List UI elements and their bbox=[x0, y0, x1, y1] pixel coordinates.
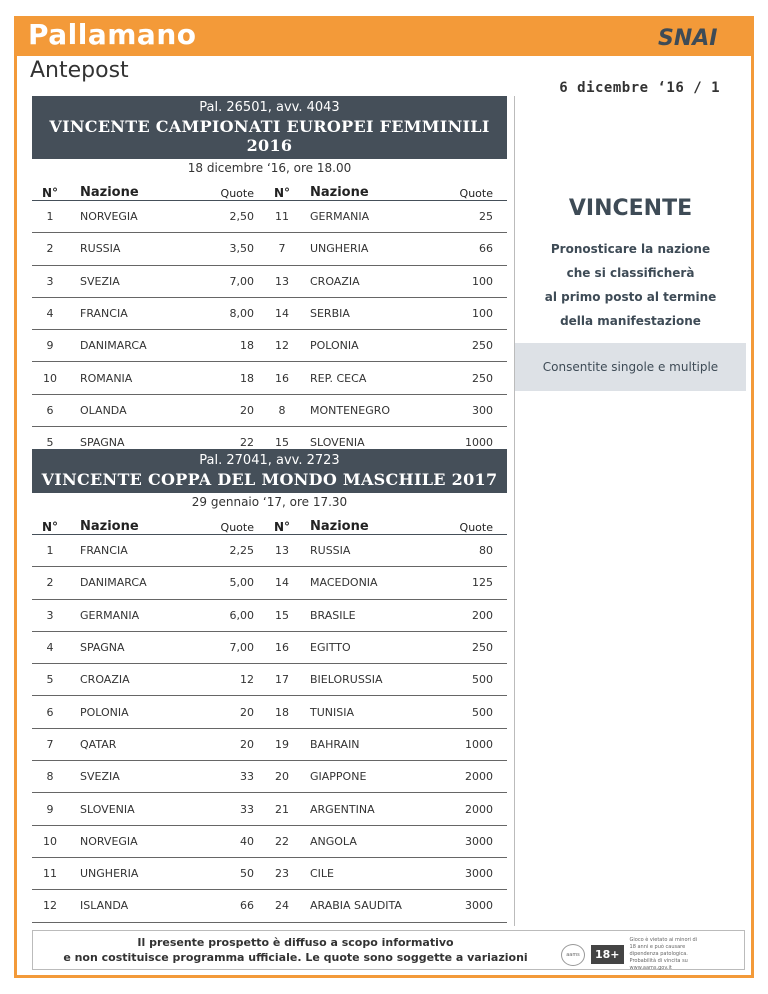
table-row bbox=[32, 761, 507, 793]
col-num: N° bbox=[273, 520, 291, 534]
team-odds[interactable]: 300 bbox=[472, 403, 493, 417]
col-num: N° bbox=[273, 186, 291, 200]
team-number: 11 bbox=[43, 867, 57, 881]
sidebar-line: che si classificherà bbox=[566, 266, 695, 280]
team-number: 22 bbox=[275, 834, 289, 848]
team-odds[interactable]: 2000 bbox=[465, 802, 493, 816]
table-row bbox=[32, 664, 507, 696]
team-name: QATAR bbox=[80, 737, 117, 751]
team-number: 9 bbox=[46, 802, 54, 816]
team-number: 4 bbox=[46, 641, 54, 655]
team-name: SPAGNA bbox=[80, 436, 125, 450]
section-header bbox=[32, 96, 507, 178]
team-name: SLOVENIA bbox=[80, 802, 135, 816]
col-odds: Quote bbox=[459, 187, 493, 200]
team-name: GERMANIA bbox=[80, 608, 140, 622]
footer bbox=[32, 930, 745, 970]
team-name: DANIMARCA bbox=[80, 339, 147, 353]
team-name: SVEZIA bbox=[80, 770, 120, 784]
team-odds[interactable]: 50 bbox=[240, 867, 254, 881]
sidebar-line: della manifestazione bbox=[560, 314, 701, 328]
team-odds[interactable]: 33 bbox=[240, 802, 254, 816]
table-row bbox=[32, 535, 507, 567]
table-row bbox=[32, 330, 507, 362]
col-name: Nazione bbox=[310, 185, 369, 200]
team-number: 16 bbox=[275, 371, 289, 385]
sidebar-line: al primo posto al termine bbox=[544, 290, 717, 304]
disclaimer-line: Il presente prospetto è diffuso a scopo informativo bbox=[137, 936, 454, 949]
team-name: ISLANDA bbox=[80, 899, 129, 913]
section-date: 18 dicembre ‘16, ore 18.00 bbox=[32, 159, 507, 178]
team-odds[interactable]: 22 bbox=[240, 436, 254, 450]
col-name: Nazione bbox=[80, 185, 139, 200]
team-number: 9 bbox=[46, 339, 54, 353]
table-row bbox=[32, 395, 507, 427]
section-europei-femminili bbox=[32, 96, 507, 459]
table-row bbox=[32, 858, 507, 890]
team-odds[interactable]: 18 bbox=[240, 339, 254, 353]
team-odds[interactable]: 100 bbox=[472, 307, 493, 321]
table-row bbox=[32, 201, 507, 233]
col-num: N° bbox=[41, 186, 59, 200]
table-row bbox=[32, 696, 507, 728]
team-number: 8 bbox=[46, 770, 54, 784]
team-name: ANGOLA bbox=[310, 834, 357, 848]
team-name: POLONIA bbox=[80, 705, 129, 719]
team-name: SLOVENIA bbox=[310, 436, 365, 450]
team-number: 18 bbox=[275, 705, 289, 719]
team-number: 3 bbox=[46, 608, 54, 622]
team-number: 1 bbox=[46, 544, 54, 558]
team-name: UNGHERIA bbox=[80, 867, 139, 881]
page-subtitle: Antepost bbox=[30, 58, 129, 83]
team-number: 15 bbox=[275, 608, 289, 622]
team-odds[interactable]: 20 bbox=[240, 403, 254, 417]
table-row bbox=[32, 600, 507, 632]
team-number: 1 bbox=[46, 210, 54, 224]
footer-badges bbox=[561, 937, 700, 972]
team-odds[interactable]: 33 bbox=[240, 770, 254, 784]
team-odds[interactable]: 66 bbox=[479, 242, 493, 256]
table-row bbox=[32, 567, 507, 599]
snai-logo bbox=[636, 26, 717, 51]
team-name: POLONIA bbox=[310, 339, 359, 353]
team-odds[interactable]: 2,50 bbox=[229, 210, 254, 224]
team-number: 12 bbox=[275, 339, 289, 353]
team-number: 6 bbox=[46, 705, 54, 719]
team-name: REP. CECA bbox=[310, 371, 367, 385]
team-odds[interactable]: 250 bbox=[472, 641, 493, 655]
team-number: 24 bbox=[275, 899, 289, 913]
team-odds[interactable]: 25 bbox=[479, 210, 493, 224]
team-name: GERMANIA bbox=[310, 210, 370, 224]
table-body bbox=[32, 535, 507, 923]
team-odds[interactable]: 6,00 bbox=[229, 608, 254, 622]
team-number: 7 bbox=[46, 737, 54, 751]
table-header bbox=[32, 178, 507, 201]
team-name: TUNISIA bbox=[310, 705, 354, 719]
section-header bbox=[32, 449, 507, 512]
team-number: 21 bbox=[275, 802, 289, 816]
team-number: 16 bbox=[275, 641, 289, 655]
team-odds[interactable]: 20 bbox=[240, 705, 254, 719]
team-odds[interactable]: 18 bbox=[240, 371, 254, 385]
team-number: 8 bbox=[278, 403, 286, 417]
section-ref: Pal. 26501, avv. 4043 bbox=[199, 100, 340, 115]
team-number: 23 bbox=[275, 867, 289, 881]
team-odds[interactable]: 80 bbox=[479, 544, 493, 558]
table-row bbox=[32, 362, 507, 394]
team-name: GIAPPONE bbox=[310, 770, 367, 784]
team-odds[interactable]: 500 bbox=[472, 673, 493, 687]
team-name: BRASILE bbox=[310, 608, 356, 622]
team-number: 11 bbox=[275, 210, 289, 224]
team-number: 2 bbox=[46, 576, 54, 590]
team-number: 5 bbox=[46, 673, 54, 687]
col-name: Nazione bbox=[310, 519, 369, 534]
gambling-warning: Gioco è vietato ai minori di 18 anni e può causare dipendenza patologica. Probabilità di vincita su www.aams.gov.it bbox=[629, 937, 698, 971]
team-name: OLANDA bbox=[80, 403, 127, 417]
team-name: MACEDONIA bbox=[310, 576, 378, 590]
team-number: 17 bbox=[275, 673, 289, 687]
team-odds[interactable]: 125 bbox=[472, 576, 493, 590]
col-name: Nazione bbox=[80, 519, 139, 534]
aams-logo-icon: aams bbox=[561, 944, 585, 966]
team-name: UNGHERIA bbox=[310, 242, 369, 256]
sidebar-heading: VINCENTE bbox=[568, 196, 693, 221]
section-ref: Pal. 27041, avv. 2723 bbox=[199, 453, 340, 468]
team-odds[interactable]: 20 bbox=[240, 737, 254, 751]
team-odds[interactable]: 5,00 bbox=[229, 576, 254, 590]
table-row bbox=[32, 729, 507, 761]
team-name: BAHRAIN bbox=[310, 737, 360, 751]
team-odds[interactable]: 7,00 bbox=[229, 274, 254, 288]
page-title: Pallamano bbox=[28, 18, 197, 51]
team-name: SERBIA bbox=[310, 307, 350, 321]
team-odds[interactable]: 250 bbox=[472, 339, 493, 353]
table-row bbox=[32, 266, 507, 298]
info-sidebar bbox=[514, 96, 746, 926]
team-number: 10 bbox=[43, 834, 57, 848]
team-name: NORVEGIA bbox=[80, 834, 138, 848]
section-title: VINCENTE COPPA DEL MONDO MASCHILE 2017 bbox=[41, 470, 498, 489]
table-row bbox=[32, 298, 507, 330]
team-name: RUSSIA bbox=[80, 242, 121, 256]
team-number: 13 bbox=[275, 544, 289, 558]
team-name: EGITTO bbox=[310, 641, 351, 655]
date-page-label: 6 dicembre ‘16 / 1 bbox=[559, 80, 720, 96]
team-name: CILE bbox=[310, 867, 335, 881]
col-odds: Quote bbox=[459, 521, 493, 534]
team-name: ARGENTINA bbox=[310, 802, 375, 816]
team-odds[interactable]: 200 bbox=[472, 608, 493, 622]
team-odds[interactable]: 3,50 bbox=[229, 242, 254, 256]
team-number: 19 bbox=[275, 737, 289, 751]
team-number: 12 bbox=[43, 899, 57, 913]
team-odds[interactable]: 500 bbox=[472, 705, 493, 719]
team-odds[interactable]: 2000 bbox=[465, 770, 493, 784]
logo-text: SNAI bbox=[658, 26, 718, 51]
col-num: N° bbox=[41, 520, 59, 534]
team-odds[interactable]: 250 bbox=[472, 371, 493, 385]
team-odds[interactable]: 40 bbox=[240, 834, 254, 848]
team-number: 6 bbox=[46, 403, 54, 417]
team-number: 20 bbox=[275, 770, 289, 784]
team-name: SPAGNA bbox=[80, 641, 125, 655]
team-name: ARABIA SAUDITA bbox=[310, 899, 402, 913]
team-odds[interactable]: 100 bbox=[472, 274, 493, 288]
team-name: CROAZIA bbox=[310, 274, 360, 288]
team-number: 15 bbox=[275, 436, 289, 450]
team-odds[interactable]: 2,25 bbox=[229, 544, 254, 558]
team-name: RUSSIA bbox=[310, 544, 351, 558]
team-number: 5 bbox=[46, 436, 54, 450]
team-odds[interactable]: 3000 bbox=[465, 834, 493, 848]
col-odds: Quote bbox=[220, 521, 254, 534]
age-18-badge: 18+ bbox=[591, 945, 624, 964]
table-row bbox=[32, 890, 507, 922]
team-name: BIELORUSSIA bbox=[310, 673, 383, 687]
sidebar-line: Pronosticare la nazione bbox=[550, 242, 711, 256]
section-date: 29 gennaio ‘17, ore 17.30 bbox=[32, 493, 507, 512]
team-odds[interactable]: 12 bbox=[240, 673, 254, 687]
team-name: NORVEGIA bbox=[80, 210, 138, 224]
team-name: CROAZIA bbox=[80, 673, 130, 687]
team-name: ROMANIA bbox=[80, 371, 133, 385]
team-number: 4 bbox=[46, 307, 54, 321]
section-coppa-mondo-maschile bbox=[32, 449, 507, 923]
team-number: 2 bbox=[46, 242, 54, 256]
team-number: 7 bbox=[278, 242, 286, 256]
table-body bbox=[32, 201, 507, 459]
disclaimer-line: e non costituisce programma ufficiale. Le quote sono soggette a variazioni bbox=[63, 951, 528, 964]
team-odds[interactable]: 1000 bbox=[465, 436, 493, 450]
table-header bbox=[32, 512, 507, 535]
team-odds[interactable]: 3000 bbox=[465, 899, 493, 913]
team-number: 14 bbox=[275, 307, 289, 321]
team-number: 14 bbox=[275, 576, 289, 590]
team-name: FRANCIA bbox=[80, 544, 128, 558]
table-row bbox=[32, 826, 507, 858]
sidebar-description bbox=[515, 237, 746, 333]
team-odds[interactable]: 8,00 bbox=[229, 307, 254, 321]
team-odds[interactable]: 1000 bbox=[465, 737, 493, 751]
team-odds[interactable]: 7,00 bbox=[229, 641, 254, 655]
team-odds[interactable]: 66 bbox=[240, 899, 254, 913]
footer-disclaimer bbox=[43, 935, 548, 965]
team-number: 13 bbox=[275, 274, 289, 288]
table-row bbox=[32, 632, 507, 664]
team-name: SVEZIA bbox=[80, 274, 120, 288]
team-name: MONTENEGRO bbox=[310, 403, 391, 417]
team-number: 10 bbox=[43, 371, 57, 385]
section-title: VINCENTE CAMPIONATI EUROPEI FEMMINILI 2016 bbox=[49, 117, 490, 155]
team-number: 3 bbox=[46, 274, 54, 288]
team-name: FRANCIA bbox=[80, 307, 128, 321]
table-row bbox=[32, 793, 507, 825]
team-name: DANIMARCA bbox=[80, 576, 147, 590]
logo-ring-icon bbox=[636, 30, 654, 48]
team-odds[interactable]: 3000 bbox=[465, 867, 493, 881]
col-odds: Quote bbox=[220, 187, 254, 200]
sidebar-note: Consentite singole e multiple bbox=[515, 343, 746, 391]
table-row bbox=[32, 233, 507, 265]
